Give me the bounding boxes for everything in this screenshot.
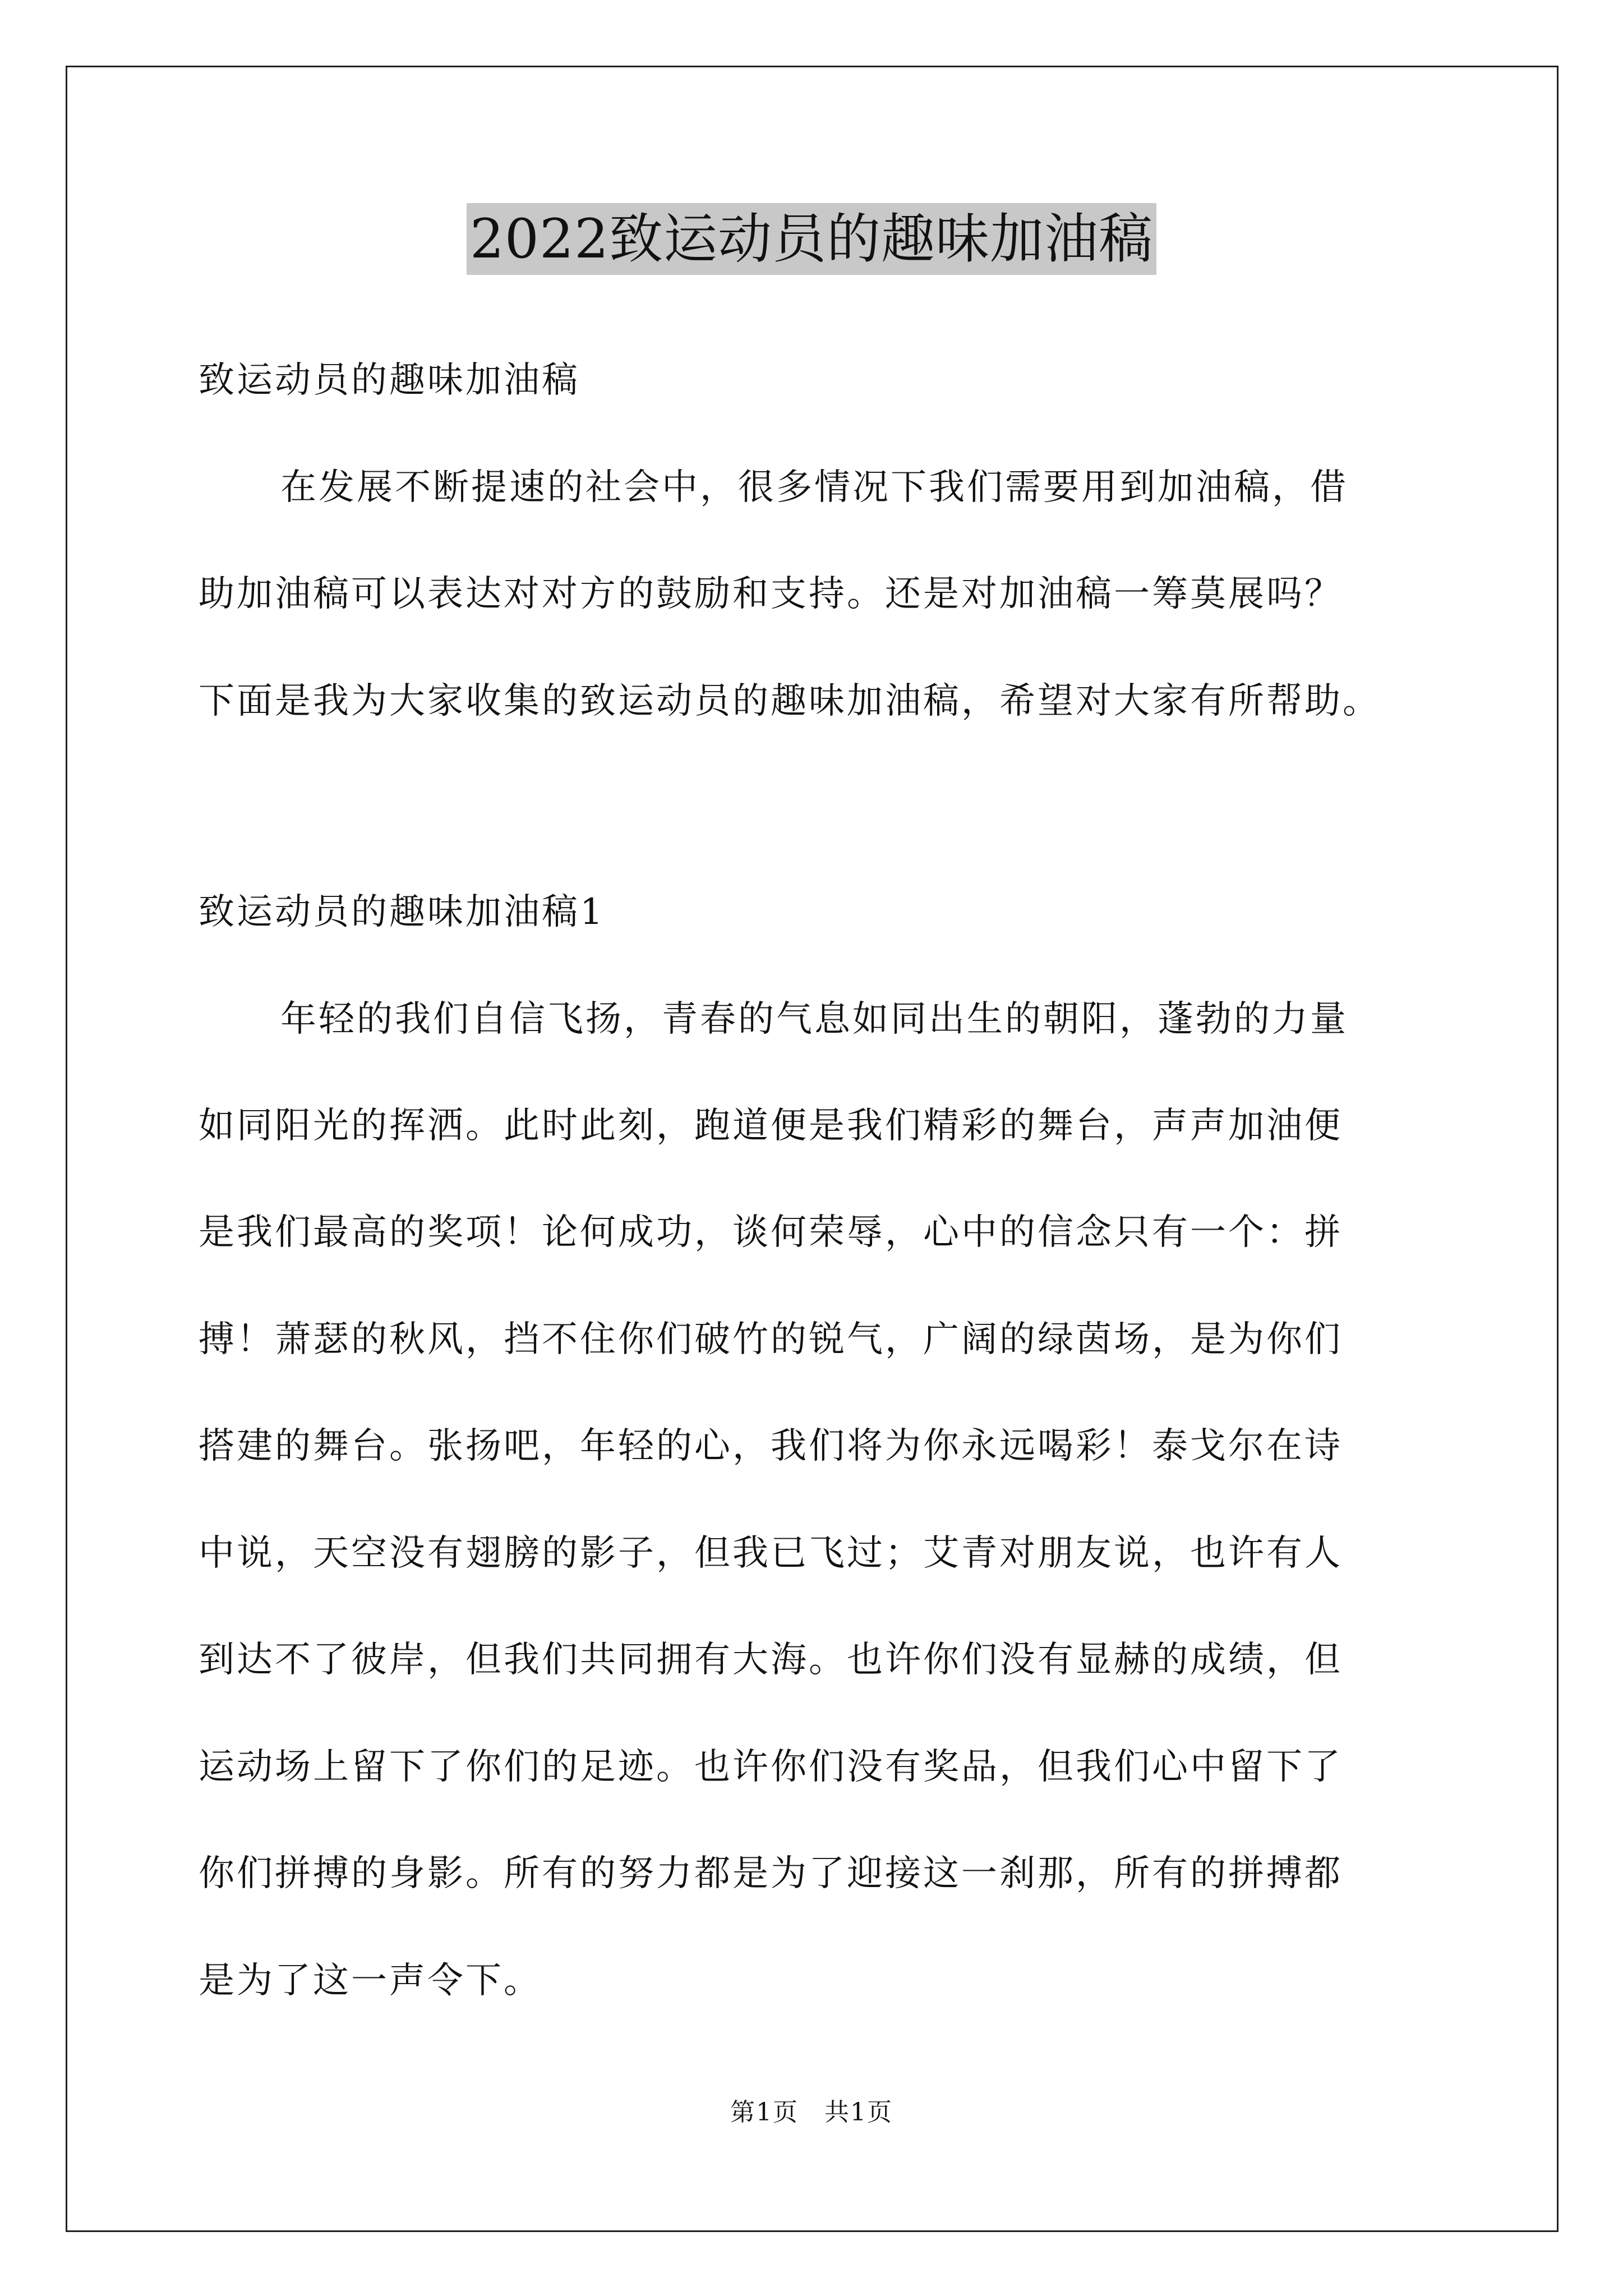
paragraph-line: 搏！萧瑟的秋风，挡不住你们破竹的锐气，广阔的绿茵场，是为你们 — [199, 1319, 1343, 1360]
paragraph-line: 你们拼搏的身影。所有的努力都是为了迎接这一刹那，所有的拼搏都 — [199, 1853, 1343, 1894]
paragraph-line: 是为了这一声令下。 — [199, 1960, 542, 2001]
paragraph-line: 搭建的舞台。张扬吧，年轻的心，我们将为你永远喝彩！泰戈尔在诗 — [199, 1425, 1343, 1467]
paragraph-line: 是我们最高的奖项！论何成功，谈何荣辱，心中的信念只有一个：拼 — [199, 1212, 1343, 1253]
page-number: 第1页 共1页 — [730, 2098, 893, 2127]
paragraph-line: 到达不了彼岸，但我们共同拥有大海。也许你们没有显赫的成绩，但 — [199, 1639, 1343, 1681]
paragraph-line: 在发展不断提速的社会中，很多情况下我们需要用到加油稿，借 — [280, 467, 1348, 508]
paragraph-line: 年轻的我们自信飞扬，青春的气息如同出生的朝阳，蓬勃的力量 — [280, 999, 1348, 1040]
title-block — [0, 203, 1623, 275]
paragraph-line: 助加油稿可以表达对对方的鼓励和支持。还是对加油稿一筹莫展吗？ — [199, 573, 1343, 615]
page-title: 2022致运动员的趣味加油稿 — [467, 203, 1156, 275]
paragraph-line: 中说，天空没有翅膀的影子，但我已飞过；艾青对朋友说，也许有人 — [199, 1533, 1343, 1574]
paragraph-line: 运动场上留下了你们的足迹。也许你们没有奖品，但我们心中留下了 — [199, 1746, 1343, 1788]
paragraph-line: 下面是我为大家收集的致运动员的趣味加油稿，希望对大家有所帮助。 — [199, 680, 1381, 722]
paragraph-line: 如同阳光的挥洒。此时此刻，跑道便是我们精彩的舞台，声声加油便 — [199, 1105, 1343, 1147]
subtitle: 致运动员的趣味加油稿 — [199, 360, 580, 401]
section-heading: 致运动员的趣味加油稿1 — [199, 891, 605, 933]
